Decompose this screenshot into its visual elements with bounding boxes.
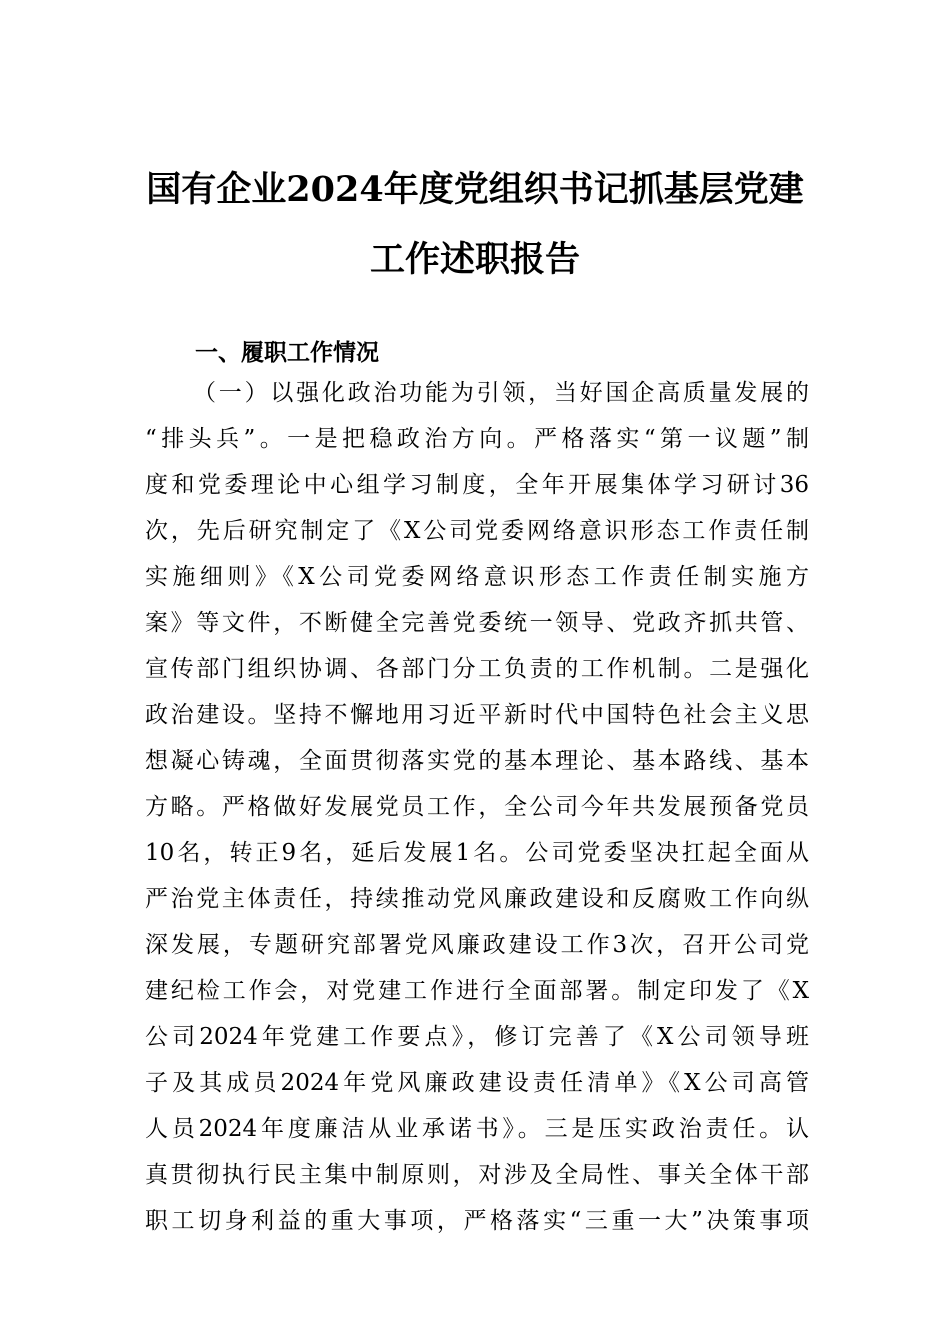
body-line: 人员2024年度廉洁从业承诺书》。三是压实政治责任。认 bbox=[145, 1116, 809, 1142]
body-line: 深发展，专题研究部署党风廉政建设工作3次，召开公司党 bbox=[145, 932, 809, 958]
body-paragraph bbox=[145, 370, 809, 1244]
body-line: 案》等文件，不断健全完善党委统一领导、党政齐抓共管、 bbox=[145, 610, 809, 636]
body-line: 方略。严格做好发展党员工作，全公司今年共发展预备党员 bbox=[145, 794, 809, 820]
body-line: 职工切身利益的重大事项，严格落实“三重一大”决策事项 bbox=[145, 1208, 809, 1234]
body-line: 宣传部门组织协调、各部门分工负责的工作机制。二是强化 bbox=[145, 656, 809, 682]
body-line: 真贯彻执行民主集中制原则，对涉及全局性、事关全体干部 bbox=[145, 1162, 809, 1188]
body-line: 严治党主体责任，持续推动党风廉政建设和反腐败工作向纵 bbox=[145, 886, 809, 912]
document-title-line-1: 国有企业2024年度党组织书记抓基层党建 bbox=[146, 169, 804, 210]
body-line: 想凝心铸魂，全面贯彻落实党的基本理论、基本路线、基本 bbox=[145, 748, 809, 774]
body-line: 实施细则》《X公司党委网络意识形态工作责任制实施方 bbox=[145, 564, 809, 590]
body-line: 度和党委理论中心组学习制度，全年开展集体学习研讨36 bbox=[145, 472, 809, 498]
body-line: 公司2024年党建工作要点》，修订完善了《X公司领导班 bbox=[145, 1024, 809, 1050]
body-line: 政治建设。坚持不懈地用习近平新时代中国特色社会主义思 bbox=[145, 702, 809, 728]
section-heading: 一、履职工作情况 bbox=[195, 340, 379, 366]
body-line: 次，先后研究制定了《X公司党委网络意识形态工作责任制 bbox=[145, 518, 809, 544]
document-title-line-2: 工作述职报告 bbox=[369, 239, 580, 280]
body-line: （一）以强化政治功能为引领，当好国企高质量发展的 bbox=[193, 380, 809, 406]
body-line: 10名，转正9名，延后发展1名。公司党委坚决扛起全面从 bbox=[145, 840, 809, 866]
body-line: 子及其成员2024年党风廉政建设责任清单》《X公司高管 bbox=[145, 1070, 809, 1096]
body-line: 建纪检工作会，对党建工作进行全面部署。制定印发了《X bbox=[145, 978, 809, 1004]
body-line: “排头兵”。一是把稳政治方向。严格落实“第一议题”制 bbox=[145, 426, 809, 452]
